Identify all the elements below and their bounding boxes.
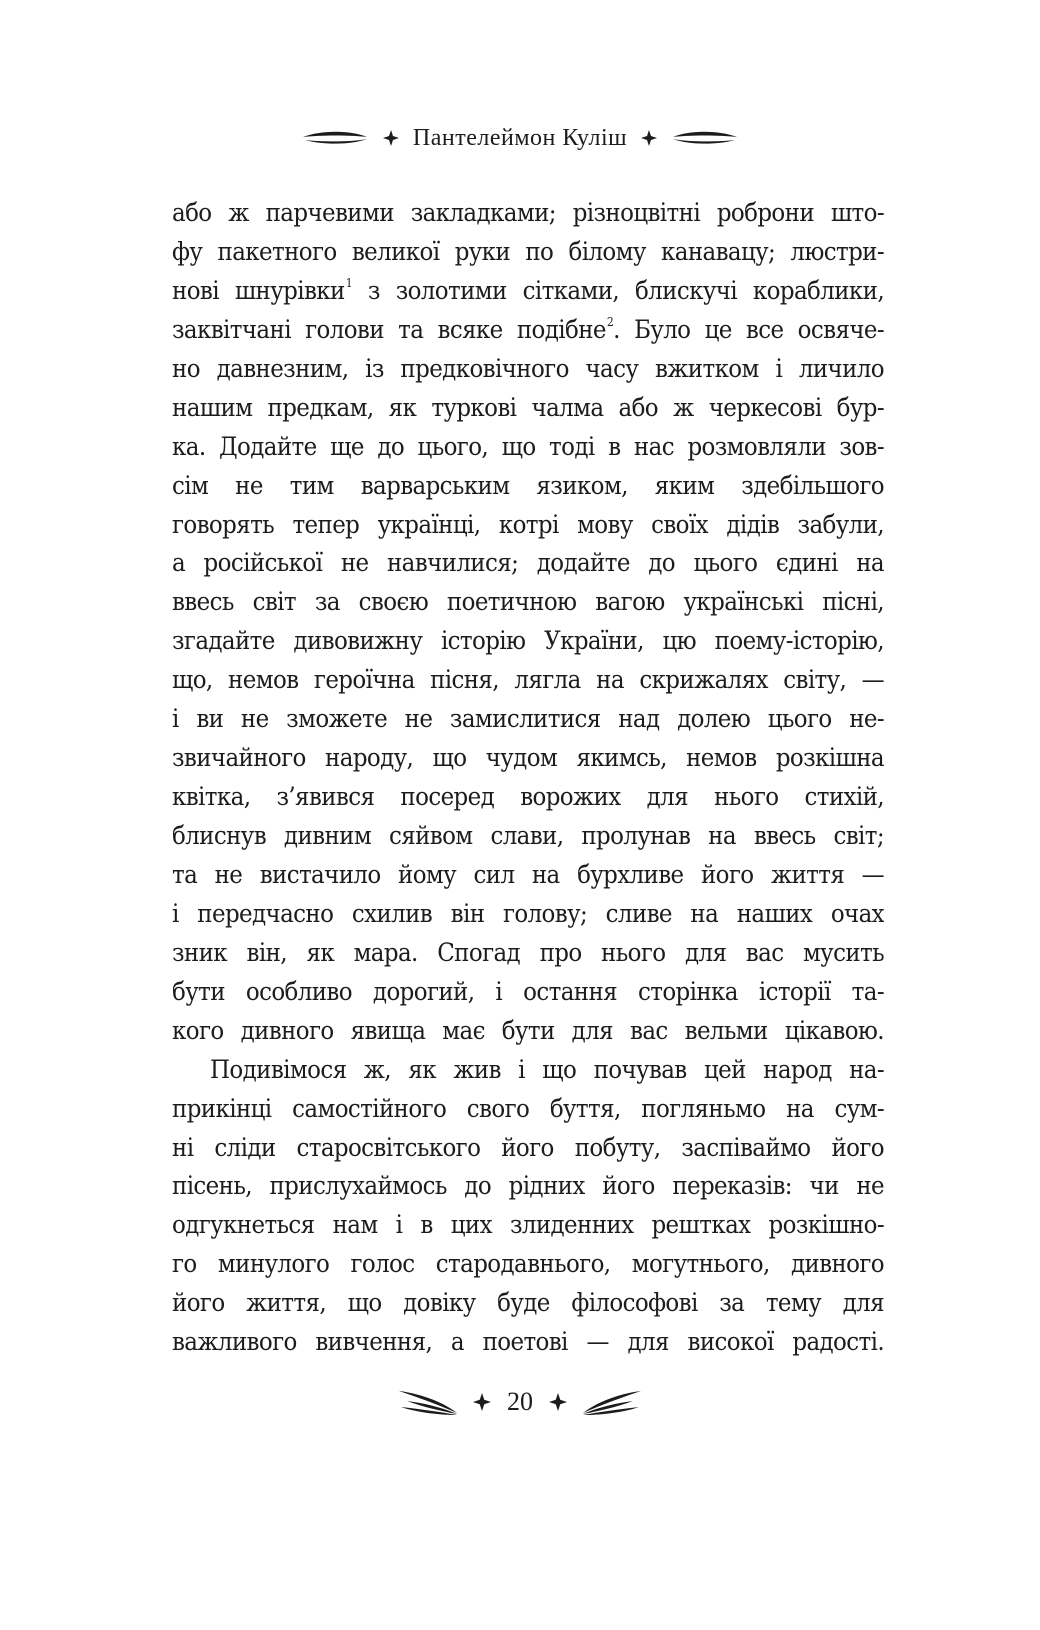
text-line: прикінці самостійного свого буття, погляньмо на сум-	[172, 1093, 884, 1124]
text-line: що, немов героїчна пісня, лягла на скрижалях світу, —	[172, 665, 884, 696]
four-point-star-icon	[473, 1393, 491, 1411]
text-line: згадайте дивовижну історію України, цю поему-історію,	[172, 626, 884, 657]
four-point-star-icon	[383, 130, 399, 146]
running-header	[0, 118, 1040, 158]
text-segment: нові шнурівки	[172, 275, 345, 306]
leaf-ornament-icon	[671, 129, 739, 147]
text-line: квітка, з’явився посеред ворожих для нього стихій,	[172, 782, 884, 813]
four-point-star-icon	[641, 130, 657, 146]
text-segment: з золотими сітками, блискучі кораблики,	[367, 275, 884, 306]
text-line: говорять тепер українці, котрі мову своїх дідів забули,	[172, 509, 884, 540]
footnote-mark: 2	[606, 314, 614, 329]
text-line: фу пакетного великої руки по білому канавацу; люстри-	[172, 236, 884, 267]
text-line: його життя, що довіку буде філософові за тему для	[172, 1288, 884, 1319]
text-line: Подивімося ж, як жив і що почував цей народ на-	[210, 1054, 884, 1085]
body-text	[172, 194, 884, 1374]
header-author-name: Пантелеймон Куліш	[412, 124, 628, 151]
text-line: одгукнеться нам і в цих злиденних рештках розкішно-	[172, 1210, 884, 1241]
text-line: ввесь світ за своєю поетичною вагою українські пісні,	[172, 587, 884, 618]
text-line: сім не тим варварським язиком, яким здебільшого	[172, 470, 884, 501]
text-line: ні сліди старосвітського його побуту, заспіваймо його	[172, 1132, 884, 1163]
text-line: кого дивного явища має бути для вас вельми цікавою.	[172, 1015, 884, 1046]
text-line	[172, 311, 884, 350]
text-line: звичайного народу, що чудом якимсь, немов розкішна	[172, 743, 884, 774]
text-line: пісень, прислухаймось до рідних його переказів: чи не	[172, 1171, 884, 1202]
page-number: 20	[507, 1387, 533, 1416]
text-line: і ви не зможете не замислитися над долею цього не-	[172, 704, 884, 735]
text-line: го минулого голос стародавнього, могутнього, дивного	[172, 1249, 884, 1280]
text-line: блиснув дивним сяйвом слави, пролунав на ввесь світ;	[172, 821, 884, 851]
leaf-ornament-icon	[301, 129, 369, 147]
text-segment: заквітчані голови та всяке подібне	[172, 314, 606, 345]
text-line: бути особливо дорогий, і остання сторінка історії та-	[172, 976, 884, 1007]
text-line: ка. Додайте ще до цього, що тоді в нас розмовляли зов-	[172, 431, 884, 462]
text-line: нашим предкам, як туркові чалма або ж черкесові бур-	[172, 392, 884, 423]
four-point-star-icon	[549, 1393, 567, 1411]
paragraph-2	[172, 1051, 884, 1363]
text-line: та не вистачило йому сил на бурхливе його життя —	[172, 859, 884, 890]
text-line: важливого вивчення, а поетові — для високої радості.	[172, 1327, 884, 1358]
footnote-mark: 1	[345, 275, 352, 290]
text-line: а російської не навчилися; додайте до цього єдині на	[172, 548, 884, 579]
text-line: або ж парчевими закладками; різноцвітні роброни што-	[172, 198, 884, 228]
double-leaf-ornament-icon	[581, 1387, 643, 1417]
text-line	[172, 272, 884, 311]
text-line: і передчасно схилив він голову; сливе на наших очах	[172, 898, 884, 929]
text-line: но давнезним, із предковічного часу вжитком і личило	[172, 353, 884, 384]
double-leaf-ornament-icon	[397, 1387, 459, 1417]
text-segment: . Було це все освяче-	[613, 314, 884, 345]
text-line: зник він, як мара. Спогад про нього для вас мусить	[172, 937, 884, 968]
page-footer	[0, 1380, 1040, 1424]
paragraph-1	[172, 194, 884, 1051]
